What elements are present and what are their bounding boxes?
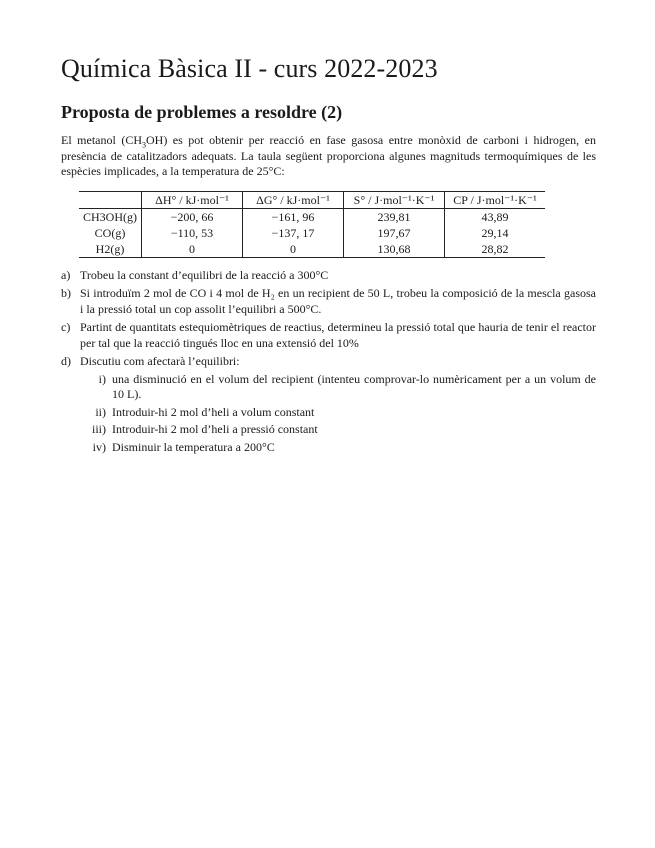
intro-subscript: 3 [141,140,146,150]
table-header-row [79,191,545,208]
dg-cell: 0 [243,241,344,258]
intro-text-2: OH) es pot obtenir per reacció en fase gasosa entre monòxid de carboni i hidrogen, en presència de catalitzadors adequats. La taula següent proporciona algunes magnituds termoquímiques de les espècies implicades, a la temperatura de 25°C: [61,133,596,178]
document-page [61,52,596,458]
s-cell: 239,81 [344,208,445,225]
dg-cell: −161, 96 [243,208,344,225]
intro-text-1: El metanol (CH [61,133,142,147]
species-cell: CO(g) [94,225,126,240]
list-item [61,286,596,317]
cp-cell: 43,89 [445,208,546,225]
sub-list-item [80,422,596,438]
item-text: Partint de quantitats estequiomètriques de reactius, determineu la pressió total que hauria de tenir el reactor per tal que la reacció tingués lloc en una extensió del 10% [80,320,596,350]
item-marker: a) [61,267,71,282]
sub-item-text: Disminuir la temperatura a 200°C [112,439,275,454]
sub-list-item [80,440,596,456]
dg-cell: −137, 17 [243,225,344,241]
item-marker: b) [61,286,71,300]
sub-item-marker: ii) [95,404,106,419]
thermo-table [79,191,545,258]
item-marker: c) [61,320,71,334]
problem-list [61,268,596,456]
item-text: Si introduïm 2 mol de CO i 4 mol de H₂ en un recipient de 50 L, trobeu la composició de la mescla gasosa i la pressió total un cop assolit l’equilibri a 500°C. [80,286,596,316]
sub-list [80,372,596,456]
item-text: Trobeu la constant d’equilibri de la reacció a 300°C [80,267,329,282]
sub-item-text: Introduir-hi 2 mol d’heli a pressió constant [112,422,318,436]
cp-cell: 29,14 [445,225,546,241]
sub-item-marker: iii) [92,422,106,436]
dh-cell: −200, 66 [142,208,243,225]
header-blank [79,191,142,208]
page-title: Química Bàsica II - curs 2022-2023 [61,54,438,83]
s-cell: 197,67 [344,225,445,241]
header-dh: ΔH° / kJ·mol⁻¹ [142,191,243,208]
item-text: Discutiu com afectarà l’equilibri: [80,354,240,368]
intro-paragraph [61,133,596,180]
sub-item-text: una disminució en el volum del recipient (intenteu comprovar-lo numèricament per a un volum de 10 L). [112,371,596,401]
table-row [79,225,545,241]
list-item [61,320,596,351]
header-s: S° / J·mol⁻¹·K⁻¹ [344,191,445,208]
table-row [79,241,545,258]
item-marker: d) [61,354,71,368]
sub-list-item [80,405,596,421]
species-cell: CH3OH(g) [83,209,137,224]
section-heading: Proposta de problemes a resoldre (2) [61,102,343,122]
s-cell: 130,68 [344,241,445,258]
dh-cell: −110, 53 [142,225,243,241]
list-item [61,354,596,455]
sub-item-marker: i) [98,371,106,386]
header-dg: ΔG° / kJ·mol⁻¹ [243,191,344,208]
sub-item-marker: iv) [92,439,106,454]
cp-cell: 28,82 [445,241,546,258]
table-row [79,208,545,225]
header-cp: CP / J·mol⁻¹·K⁻¹ [445,191,546,208]
dh-cell: 0 [142,241,243,258]
sub-list-item [80,372,596,403]
sub-item-text: Introduir-hi 2 mol d’heli a volum constant [112,404,315,419]
list-item [61,268,596,284]
species-cell: H2(g) [95,241,125,256]
